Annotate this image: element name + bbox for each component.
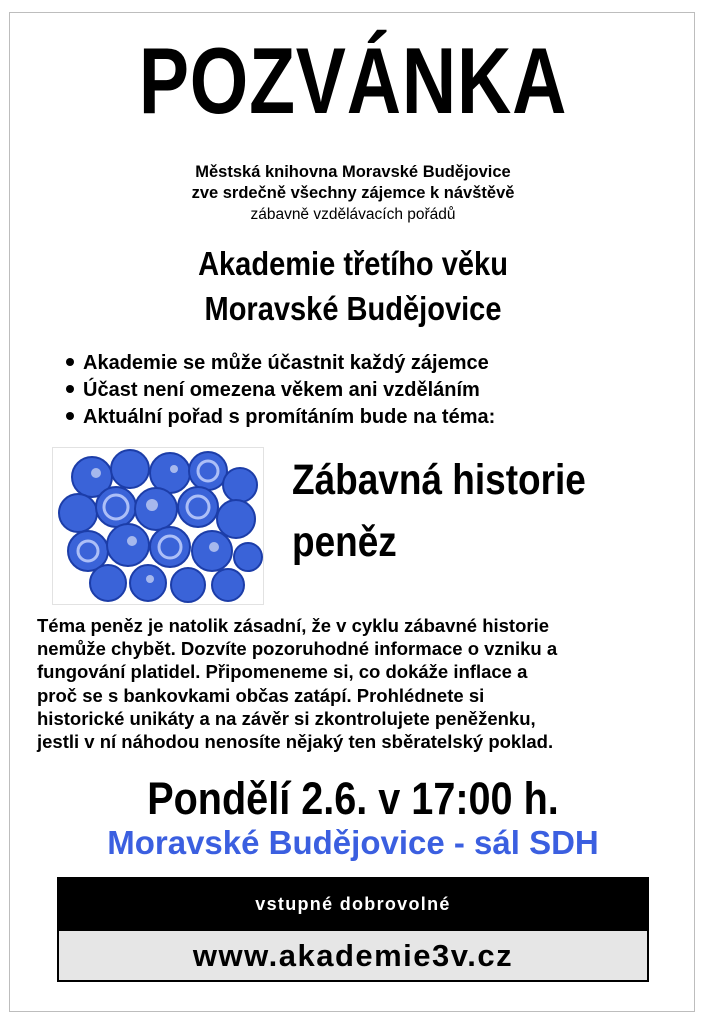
- topic-title-line-1: Zábavná historie: [292, 456, 586, 504]
- bullet-dot-icon: [66, 412, 74, 420]
- intro-line-1: Městská knihovna Moravské Budějovice: [195, 163, 511, 181]
- program-name-line-2: Moravské Budějovice: [204, 290, 502, 327]
- description-line: Téma peněz je natolik zásadní, že v cyklu zábavné historie: [37, 615, 550, 636]
- intro-line-3: zábavně vzdělávacích pořádů: [250, 206, 456, 223]
- event-place: Moravské Budějovice - sál SDH: [107, 824, 599, 861]
- program-name-line-1: Akademie třetího věku: [198, 245, 508, 282]
- website-link[interactable]: www.akademie3v.cz: [59, 931, 647, 980]
- intro-line-2: zve srdečně všechny zájemce k návštěvě: [191, 184, 515, 202]
- bullet-dot-icon: [66, 385, 74, 393]
- info-bullet-list: [66, 350, 495, 431]
- bullet-text: Aktuální pořad s promítáním bude na téma:: [83, 406, 496, 428]
- admission-box: [57, 877, 649, 982]
- bullet-text: Účast není omezena věkem ani vzděláním: [83, 379, 480, 401]
- bullet-item: [66, 377, 495, 404]
- bullet-item: [66, 350, 495, 377]
- bullet-text: Akademie se může účastnit každý zájemce: [83, 352, 489, 374]
- description-line: nemůže chybět. Dozvíte pozoruhodné informace o vzniku a: [37, 638, 558, 660]
- description-paragraph: [37, 614, 687, 753]
- bullet-dot-icon: [66, 358, 74, 366]
- coins-image: [52, 447, 264, 605]
- description-line: historické unikáty a na závěr si zkontrolujete peněženku,: [37, 707, 536, 729]
- poster-title: POZVÁNKA: [138, 28, 568, 133]
- description-line: proč se s bankovkami občas zatápí. Prohlédnete si: [37, 684, 485, 706]
- topic-title-line-2: peněz: [292, 518, 397, 566]
- description-line: jestli v ní náhodou nenosíte nějaký ten sběratelský poklad.: [37, 731, 554, 753]
- admission-label: vstupné dobrovolné: [59, 879, 647, 931]
- description-line: fungování platidel. Připomeneme si, co dokáže inflace a: [37, 661, 528, 683]
- event-date: Pondělí 2.6. v 17:00 h.: [147, 773, 559, 824]
- bullet-item: [66, 404, 495, 431]
